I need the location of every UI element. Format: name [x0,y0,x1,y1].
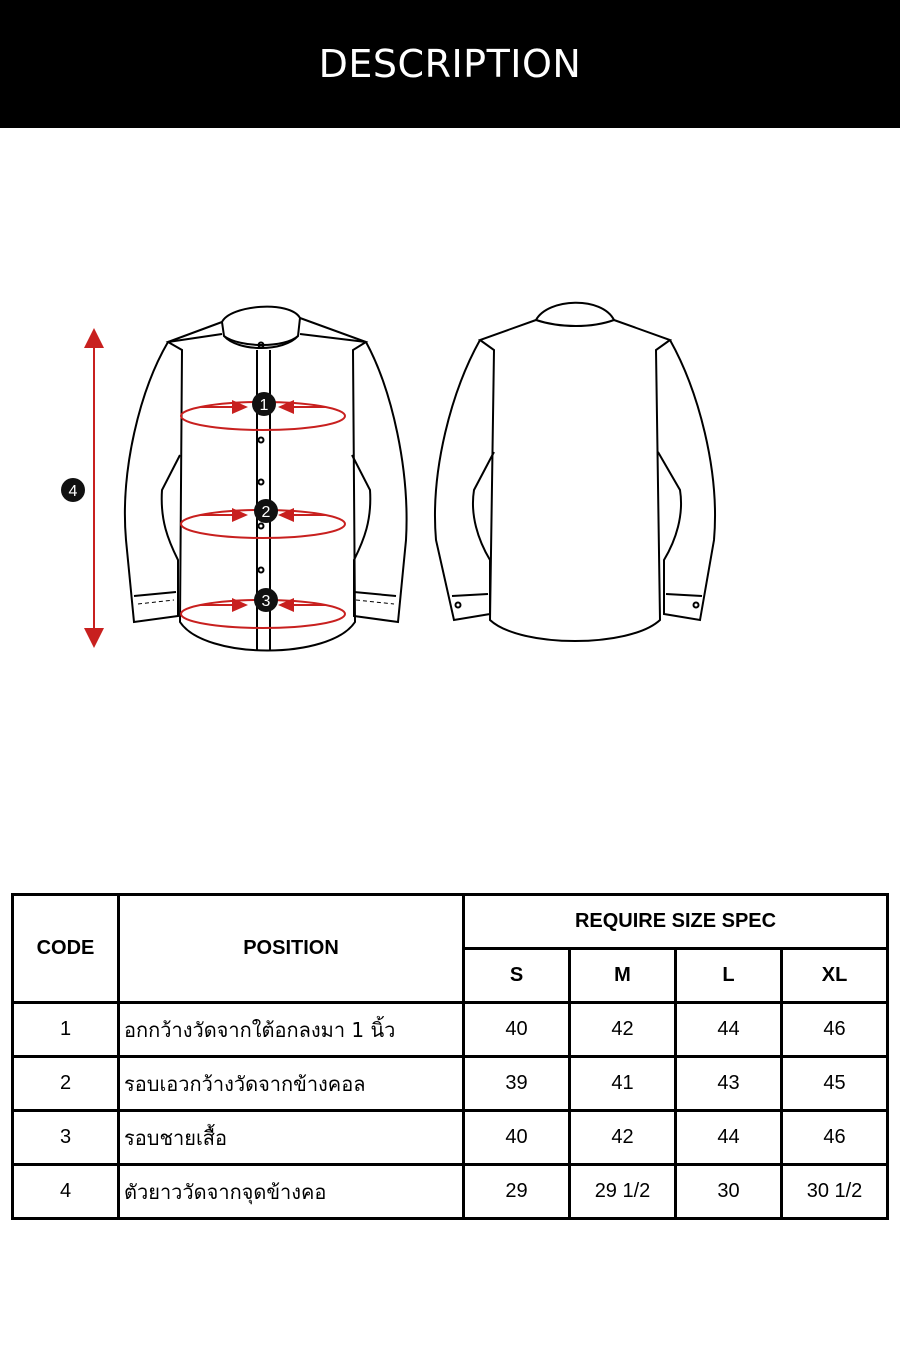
row-value: 41 [570,1057,676,1111]
row-position: รอบเอวกว้างวัดจากข้างคอล [119,1057,464,1111]
marker-1-label: 1 [259,397,269,414]
row-value: 46 [782,1003,888,1057]
row-value: 30 [676,1165,782,1219]
size-header: M [570,949,676,1003]
table-row [13,1165,888,1219]
header-require-size-spec: REQUIRE SIZE SPEC [464,895,888,949]
row-value: 29 1/2 [570,1165,676,1219]
size-header: S [464,949,570,1003]
row-code: 1 [13,1003,119,1057]
row-value: 39 [464,1057,570,1111]
shirt-back-icon [435,303,715,641]
marker-4-label: 4 [68,483,78,500]
row-value: 30 1/2 [782,1165,888,1219]
shirt-measurement-diagram [0,128,900,768]
marker-4 [61,478,85,502]
table-row [13,1111,888,1165]
size-header: XL [782,949,888,1003]
row-value: 45 [782,1057,888,1111]
size-spec-table [11,893,889,1220]
row-position: รอบชายเสื้อ [119,1111,464,1165]
row-value: 40 [464,1111,570,1165]
table-row [13,1003,888,1057]
hem-measure [181,588,345,628]
row-position: อกกว้างวัดจากใต้อกลงมา 1 นิ้ว [119,1003,464,1057]
row-value: 42 [570,1111,676,1165]
marker-3-label: 3 [261,593,271,610]
row-value: 29 [464,1165,570,1219]
row-code: 4 [13,1165,119,1219]
row-code: 2 [13,1057,119,1111]
chest-measure [181,392,345,430]
waist-measure [181,499,345,538]
row-value: 44 [676,1003,782,1057]
row-code: 3 [13,1111,119,1165]
page-title: DESCRIPTION [318,42,582,86]
length-arrow [84,328,104,648]
row-value: 44 [676,1111,782,1165]
row-value: 43 [676,1057,782,1111]
table-row [13,1057,888,1111]
row-value: 40 [464,1003,570,1057]
marker-2-label: 2 [261,504,271,521]
header-position: POSITION [119,895,464,1003]
header-code: CODE [13,895,119,1003]
row-value: 42 [570,1003,676,1057]
row-value: 46 [782,1111,888,1165]
header-bar [0,0,900,128]
row-position: ตัวยาววัดจากจุดข้างคอ [119,1165,464,1219]
size-header: L [676,949,782,1003]
